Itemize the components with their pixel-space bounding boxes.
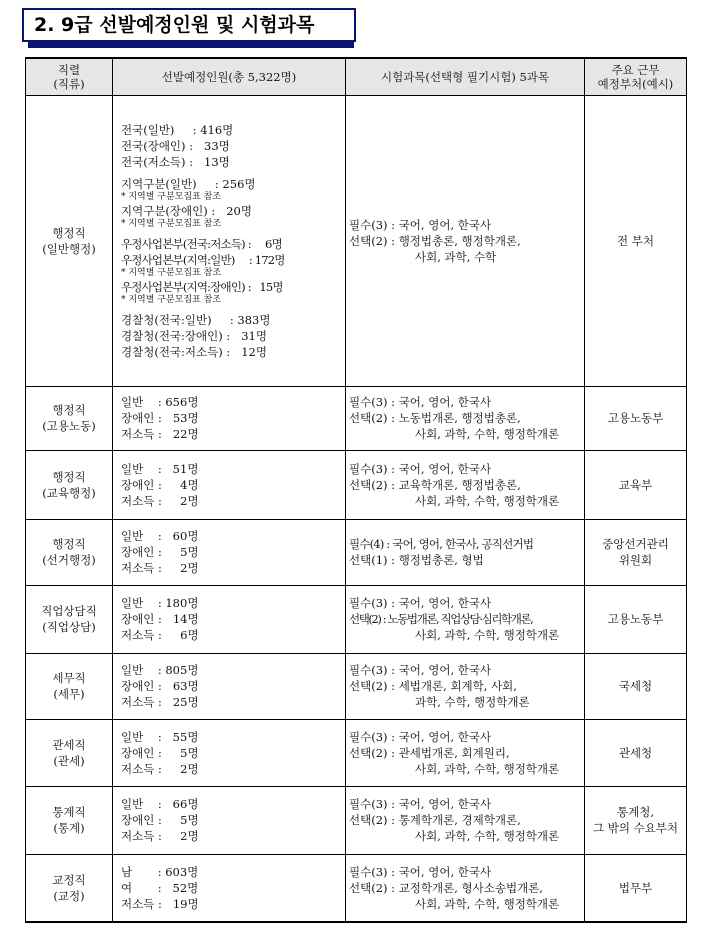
subjects-cell (346, 386, 585, 450)
quota-cell (113, 386, 346, 450)
table-row (26, 653, 687, 719)
subject-line: 선택(2) : 노동법개론, 직업상담·심리학개론, (349, 612, 533, 626)
quota-line: 저소득 : 2명 (121, 561, 199, 575)
quota-cell (113, 653, 346, 719)
quota-cell (113, 519, 346, 585)
quota-line: 경찰청(전국:일반) : 383명 (121, 312, 271, 327)
dept-cell (585, 450, 687, 519)
job-cell (26, 719, 113, 786)
subject-line: 필수(3) : 국어, 영어, 한국사 (349, 663, 492, 677)
dept-cell (585, 386, 687, 450)
dept-cell (585, 519, 687, 585)
subject-line: 선택(2) : 통계학개론, 경제학개론, (349, 813, 521, 827)
quota-line: 저소득 : 6명 (121, 628, 199, 642)
dept-cell (585, 786, 687, 854)
header-subjects: 시험과목(선택형 필기시험) 5과목 (346, 58, 585, 95)
subject-line: 필수(3) : 국어, 영어, 한국사 (349, 864, 492, 879)
job-title: 관세직 (52, 737, 86, 752)
quota-line: 저소득 : 2명 (121, 761, 199, 776)
quota-line: 장애인 : 5명 (121, 545, 199, 559)
quota-line: 지역구분(일반) : 256명 (121, 176, 256, 191)
subject-line: 필수(3) : 국어, 영어, 한국사 (349, 395, 492, 409)
header-dept (585, 58, 687, 95)
quota-note: * 지역별 구분모집표 참조 (121, 218, 222, 229)
table-row (26, 585, 687, 653)
dept-name: 고용노동부 (607, 411, 664, 425)
subject-line: 사회, 과학, 수학, 행정학개론 (415, 427, 560, 441)
subject-line: 선택(2) : 교정학개론, 형사소송법개론, (349, 880, 543, 895)
subject-line: 필수(3) : 국어, 영어, 한국사 (349, 596, 492, 610)
dept-name: 고용노동부 (607, 612, 664, 626)
job-cell (26, 386, 113, 450)
quota-line: 일반 : 180명 (121, 596, 199, 610)
quota-cell (113, 585, 346, 653)
quota-line: 장애인 : 63명 (121, 679, 199, 693)
subject-line: 사회, 과학, 수학, 행정학개론 (415, 896, 560, 911)
subjects-cell (346, 95, 585, 386)
quota-note: * 지역별 구분모집표 참조 (121, 191, 222, 202)
header-quota: 선발예정인원(총 5,322명) (113, 58, 346, 95)
job-subtitle: (일반행정) (42, 241, 96, 256)
job-subtitle: (교정) (53, 888, 85, 903)
dept-name: 전 부처 (617, 233, 654, 248)
quota-line: 일반 : 66명 (121, 797, 199, 811)
quota-note: * 지역별 구분모집표 참조 (121, 267, 222, 278)
job-cell (26, 854, 113, 922)
quota-line: 일반 : 805명 (121, 663, 199, 677)
quota-line: 저소득 : 22명 (121, 427, 199, 441)
quota-line: 일반 : 60명 (121, 529, 199, 543)
subject-line: 선택(2) : 관세법개론, 회계원리, (349, 745, 510, 760)
subject-line: 사회, 과학, 수학, 행정학개론 (415, 493, 560, 508)
dept-cell (585, 585, 687, 653)
quota-line: 지역구분(장애인) : 20명 (121, 203, 252, 218)
job-title: 행정직 (52, 225, 86, 240)
quota-line: 일반 : 656명 (121, 395, 199, 409)
quota-line: 경찰청(전국:저소득) : 12명 (121, 344, 267, 359)
subject-line: 사회, 과학, 수학, 행정학개론 (415, 829, 560, 843)
quota-line: 일반 : 55명 (121, 729, 199, 744)
subject-line: 선택(1) : 행정법총론, 형법 (349, 553, 484, 567)
dept-name: 교육부 (618, 477, 653, 492)
quota-cell (113, 786, 346, 854)
job-subtitle: (관세) (53, 753, 85, 768)
job-cell (26, 519, 113, 585)
job-title: 행정직 (52, 469, 86, 484)
subject-line: 선택(2) : 행정법총론, 행정학개론, (349, 233, 521, 248)
job-subtitle: (고용노동) (42, 419, 96, 433)
header-job-line: (직류) (53, 76, 85, 91)
quota-line: 전국(저소득) : 13명 (121, 154, 230, 169)
table-row (26, 450, 687, 519)
subject-line: 필수(3) : 국어, 영어, 한국사 (349, 797, 492, 811)
subject-line: 사회, 과학, 수학, 행정학개론 (415, 761, 560, 776)
quota-line: 우정사업본부(전국:저소득) : 6명 (121, 236, 282, 251)
quota-line: 우정사업본부(지역:일반) : 172명 (121, 252, 285, 267)
subject-line: 필수(3) : 국어, 영어, 한국사 (349, 729, 492, 744)
dept-cell (585, 719, 687, 786)
header-dept-line: 주요 근무 (611, 62, 660, 77)
dept-name: 관세청 (618, 745, 653, 760)
subjects-cell (346, 719, 585, 786)
subjects-cell (346, 653, 585, 719)
subjects-cell (346, 585, 585, 653)
table-row (26, 519, 687, 585)
job-subtitle: (세무) (53, 687, 85, 701)
header-job-line: 직렬 (57, 62, 81, 77)
job-cell (26, 450, 113, 519)
dept-name: 중앙선거관리 (602, 537, 669, 551)
quota-line: 저소득 : 25명 (121, 695, 199, 709)
subjects-cell (346, 854, 585, 922)
dept-cell (585, 653, 687, 719)
dept-cell (585, 95, 687, 386)
subject-line: 필수(3) : 국어, 영어, 한국사 (349, 461, 492, 476)
quota-line: 경찰청(전국:장애인) : 31명 (121, 328, 267, 343)
header-job (26, 58, 113, 95)
table-header-row (26, 58, 687, 95)
subject-line: 사회, 과학, 수학, 행정학개론 (415, 628, 560, 642)
table-row (26, 719, 687, 786)
job-title: 행정직 (52, 403, 86, 417)
dept-name: 국세청 (618, 679, 653, 693)
quota-line: 장애인 : 5명 (121, 745, 199, 760)
section-title: 2. 9급 선발예정인원 및 시험과목 (22, 8, 356, 42)
job-subtitle: (직업상담) (42, 620, 96, 634)
job-subtitle: (통계) (53, 821, 85, 835)
subject-line: 선택(2) : 교육학개론, 행정법총론, (349, 477, 521, 492)
quota-line: 전국(장애인) : 33명 (121, 138, 230, 153)
section-title-box (22, 8, 356, 42)
dept-name: 통계청, (617, 805, 654, 819)
subjects-cell (346, 450, 585, 519)
table-row (26, 786, 687, 854)
job-title: 행정직 (52, 537, 86, 551)
quota-line: 저소득 : 19명 (121, 896, 199, 911)
job-cell (26, 585, 113, 653)
subject-line: 선택(2) : 세법개론, 회계학, 사회, (349, 679, 517, 693)
subject-line: 필수(4) : 국어, 영어, 한국사, 공직선거법 (349, 537, 534, 551)
job-title: 세무직 (52, 671, 86, 685)
dept-name: 그 밖의 수요부처 (592, 821, 679, 835)
quota-line: 남 : 603명 (121, 864, 199, 879)
table-row (26, 386, 687, 450)
recruitment-table (25, 57, 687, 923)
job-title: 통계직 (52, 805, 86, 819)
job-subtitle: (선거행정) (42, 553, 96, 567)
subject-line: 사회, 과학, 수학 (415, 249, 497, 264)
quota-line: 우정사업본부(지역:장애인) : 15명 (121, 279, 283, 294)
dept-cell (585, 854, 687, 922)
quota-note: * 지역별 구분모집표 참조 (121, 294, 222, 305)
job-cell (26, 786, 113, 854)
quota-line: 전국(일반) : 416명 (121, 122, 234, 137)
quota-cell (113, 719, 346, 786)
quota-line: 장애인 : 53명 (121, 411, 199, 425)
job-cell (26, 653, 113, 719)
job-title: 직업상담직 (41, 604, 97, 618)
subjects-cell (346, 786, 585, 854)
subject-line: 선택(2) : 노동법개론, 행정법총론, (349, 411, 521, 425)
dept-name: 법무부 (618, 880, 653, 895)
subject-line: 필수(3) : 국어, 영어, 한국사 (349, 217, 492, 232)
job-cell (26, 95, 113, 386)
job-subtitle: (교육행정) (42, 485, 96, 500)
quota-line: 장애인 : 14명 (121, 612, 199, 626)
subject-line: 과학, 수학, 행정학개론 (415, 695, 530, 709)
quota-cell (113, 854, 346, 922)
quota-cell (113, 95, 346, 386)
table-row (26, 95, 687, 386)
quota-line: 저소득 : 2명 (121, 493, 199, 508)
quota-line: 일반 : 51명 (121, 461, 199, 476)
quota-line: 저소득 : 2명 (121, 829, 199, 843)
header-dept-line: 예정부처(예시) (597, 76, 674, 91)
quota-line: 여 : 52명 (121, 880, 199, 895)
dept-name: 위원회 (618, 553, 653, 567)
table-row (26, 854, 687, 922)
quota-line: 장애인 : 4명 (121, 477, 199, 492)
subjects-cell (346, 519, 585, 585)
quota-line: 장애인 : 5명 (121, 813, 199, 827)
job-title: 교정직 (52, 872, 86, 887)
quota-cell (113, 450, 346, 519)
